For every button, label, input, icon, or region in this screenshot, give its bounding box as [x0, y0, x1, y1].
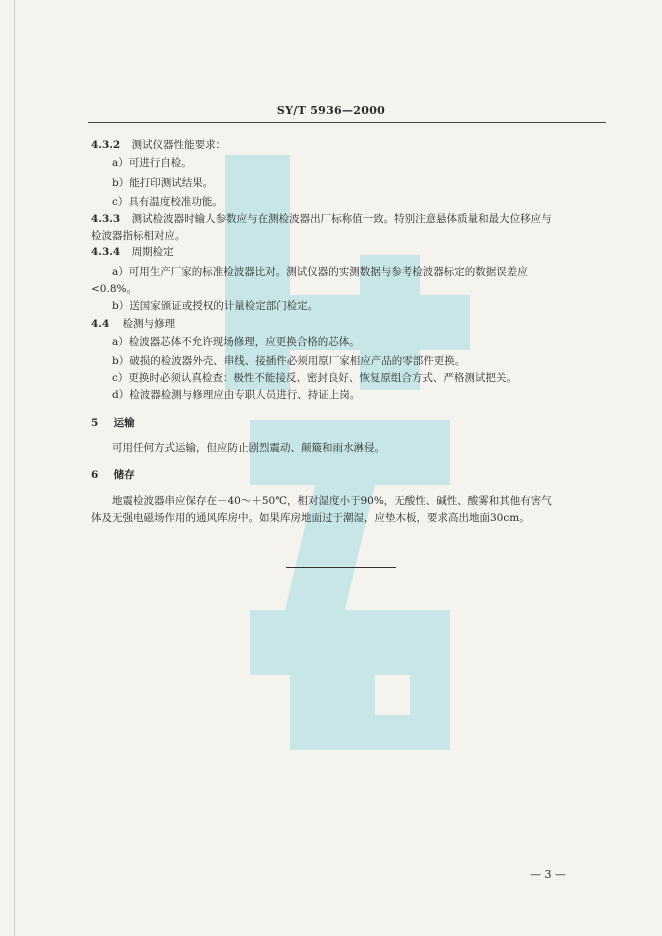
- clause-title: 测试仪器性能要求：: [131, 139, 227, 151]
- list-item: b）破损的检波器外壳、串线、接插件必须用原厂家相应产品的零部件更换。: [112, 355, 466, 367]
- paragraph-text: 测试检波器时输人参数应与在测检波器出厂标称值一致。特别注意悬体质量和最大位移应与: [131, 213, 552, 225]
- list-item-continuation: <0.8%。: [91, 283, 137, 295]
- list-item: d）检波器检测与修理应由专职人员进行、持证上岗。: [112, 389, 361, 401]
- section-number: 6: [91, 469, 99, 481]
- section-number: 5: [91, 417, 99, 429]
- clause-4-3-2-heading: [91, 138, 226, 152]
- page-number: — 3 —: [530, 868, 566, 881]
- paragraph-text: 体及无强电磁场作用的通风库房中。如果库房地面过于潮湿，应垫木板，要求高出地面30cm。: [91, 512, 530, 524]
- clause-4-4-heading: [91, 317, 175, 331]
- list-item: a）可用生产厂家的标准检波器比对。测试仪器的实测数据与参考检波器标定的数据误差应: [112, 266, 528, 278]
- clause-4-3-4-heading: [91, 245, 174, 259]
- list-item: b）送国家颁证或授权的计量检定部门检定。: [112, 300, 319, 312]
- clause-number: 4.3.2: [91, 139, 121, 151]
- clause-number: 4.4: [91, 318, 110, 330]
- list-item: c）更换时必须认真检查：极性不能接反、密封良好、恢复原组合方式、严格测试把关。: [112, 372, 517, 384]
- clause-title: 周期检定: [131, 246, 174, 258]
- list-item: a）可进行自检。: [112, 157, 192, 169]
- list-item: b）能打印测试结果。: [112, 177, 214, 189]
- section-5-heading: [91, 416, 135, 430]
- clause-number: 4.3.4: [91, 246, 121, 258]
- section-title: 储存: [113, 469, 135, 481]
- end-of-document-rule: [286, 567, 396, 568]
- section-6-heading: [91, 468, 135, 482]
- clause-number: 4.3.3: [91, 213, 121, 225]
- clause-4-3-3: [91, 212, 552, 226]
- paragraph-text: 地震检波器串应保存在－40～＋50℃，相对湿度小于90%，无酸性、碱性、酸雾和其他有害气: [112, 495, 552, 507]
- paragraph-text: 可用任何方式运输，但应防止剧烈震动、颠簸和雨水淋侵。: [112, 442, 385, 454]
- standard-number-header: SY/T 5936—2000: [276, 104, 386, 117]
- clause-title: 检测与修理: [122, 318, 176, 330]
- section-title: 运输: [113, 417, 135, 429]
- list-item: a）检波器芯体不允许现场修理，应更换合格的芯体。: [112, 336, 360, 348]
- binding-line: [14, 0, 15, 936]
- list-item: c）具有温度校准功能。: [112, 196, 223, 208]
- paragraph-text: 检波器指标相对应。: [91, 230, 186, 242]
- header-rule: [88, 122, 606, 123]
- watermark-logo: [195, 155, 480, 755]
